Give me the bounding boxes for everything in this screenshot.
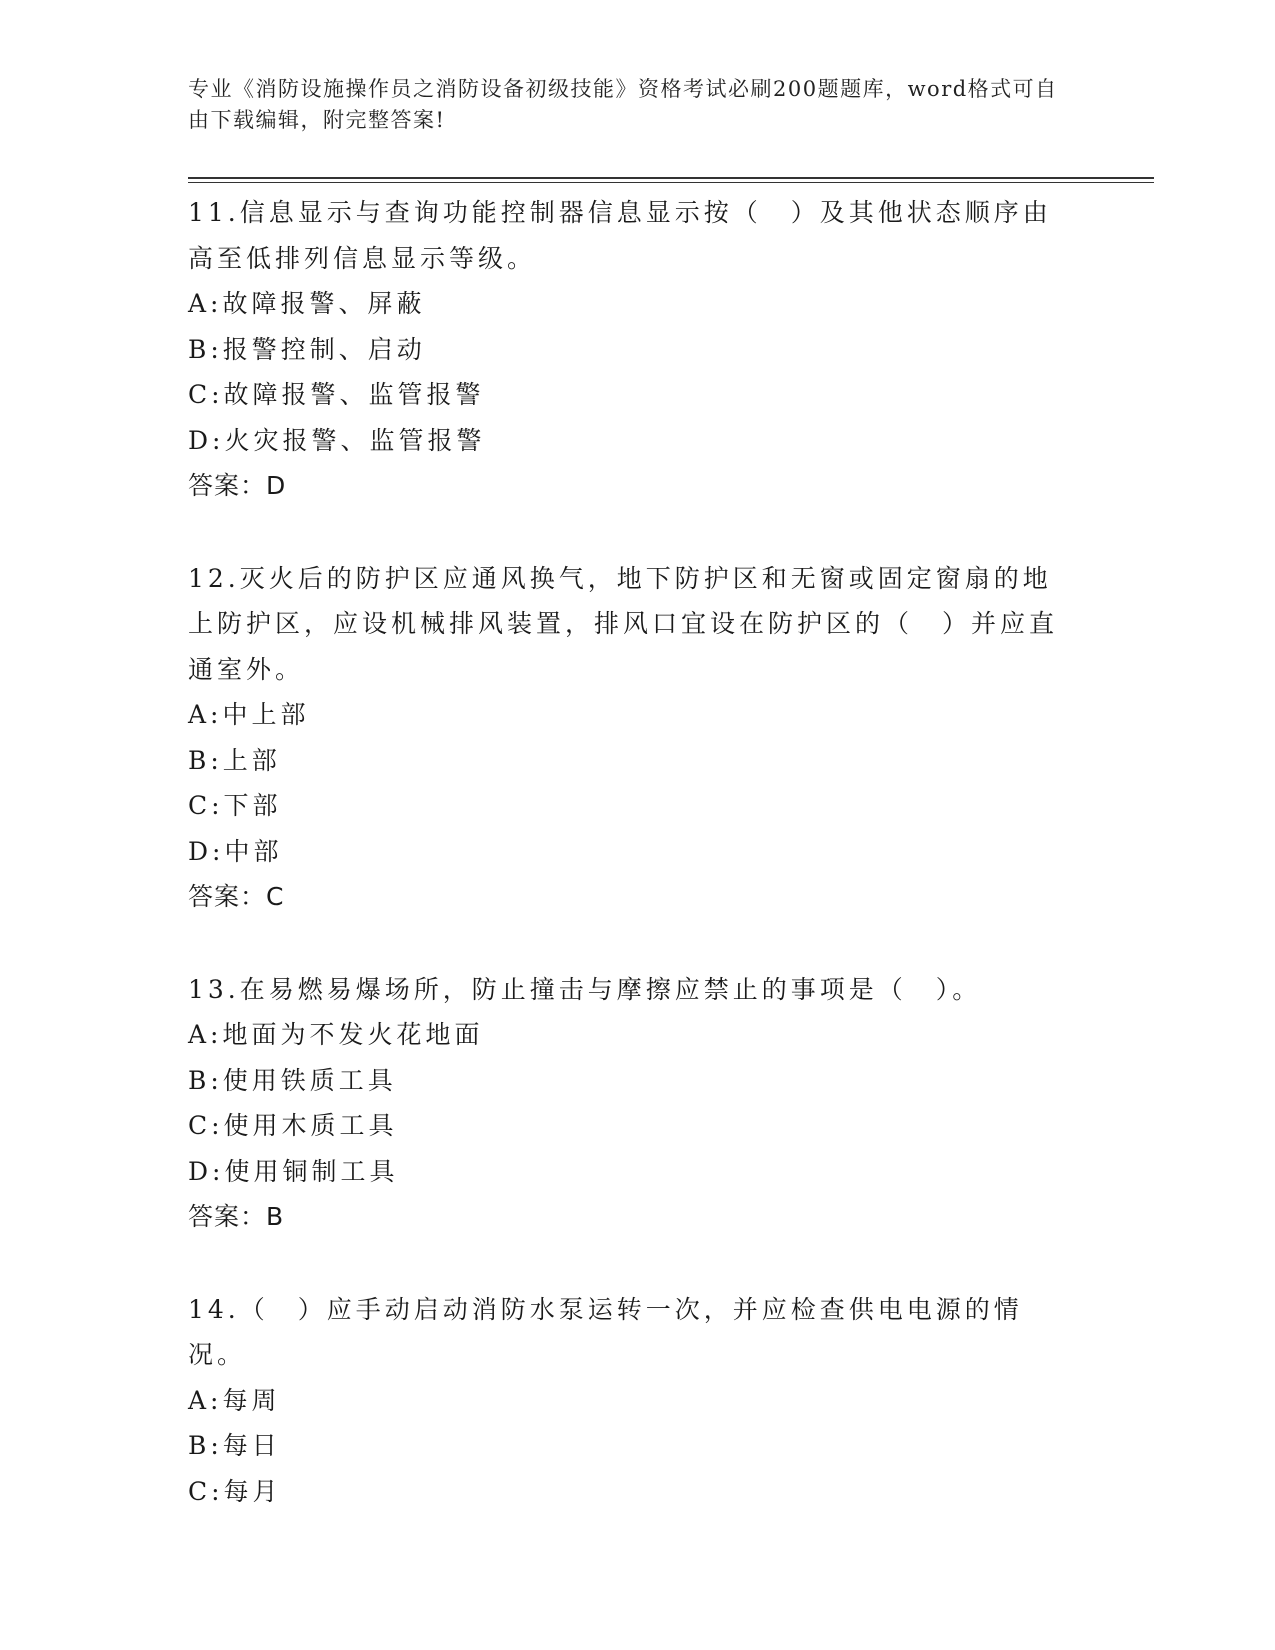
- question-stem: 13.在易燃易爆场所，防止撞击与摩擦应禁止的事项是（ ）。: [188, 974, 982, 1004]
- option-c: C:每月: [188, 1476, 282, 1506]
- question-13: [188, 967, 1068, 1240]
- option-a: A:故障报警、屏蔽: [188, 289, 426, 318]
- question-stem: 11.信息显示与查询功能控制器信息显示按（ ）及其他状态顺序由高至低排列信息显示等级。: [188, 198, 1052, 273]
- option-a: A:每周: [188, 1385, 281, 1415]
- option-b: B:报警控制、启动: [188, 334, 426, 364]
- question-list: [188, 190, 1068, 1561]
- document-header: 专业《消防设施操作员之消防设备初级技能》资格考试必刷200题题库，word格式可自由下载编辑，附完整答案!: [188, 77, 1058, 132]
- question-14: [188, 1287, 1068, 1515]
- option-d: D:使用铜制工具: [188, 1156, 399, 1186]
- answer-label: 答案：D: [188, 471, 287, 500]
- question-12: [188, 556, 1068, 920]
- answer-label: 答案：B: [188, 1202, 285, 1231]
- answer-label: 答案：C: [188, 882, 285, 911]
- option-a: A:中上部: [188, 700, 310, 729]
- option-d: D:火灾报警、监管报警: [188, 425, 486, 455]
- header-divider-thick: [188, 177, 1154, 179]
- option-d: D:中部: [188, 836, 283, 866]
- question-stem: 12.灭火后的防护区应通风换气，地下防护区和无窗或固定窗扇的地上防护区，应设机械排风装置，排风口宜设在防护区的（ ）并应直通室外。: [188, 563, 1059, 684]
- option-b: B:上部: [188, 745, 281, 775]
- option-a: A:地面为不发火花地面: [188, 1020, 484, 1049]
- question-11: [188, 190, 1068, 509]
- option-c: C:下部: [188, 791, 282, 820]
- option-c: C:故障报警、监管报警: [188, 380, 485, 409]
- option-b: B:使用铁质工具: [188, 1065, 397, 1095]
- question-stem: 14.（ ）应手动启动消防水泵运转一次，并应检查供电电源的情况。: [188, 1294, 1023, 1369]
- option-b: B:每日: [188, 1431, 281, 1460]
- header-divider-thin: [188, 182, 1154, 183]
- option-c: C:使用木质工具: [188, 1111, 398, 1140]
